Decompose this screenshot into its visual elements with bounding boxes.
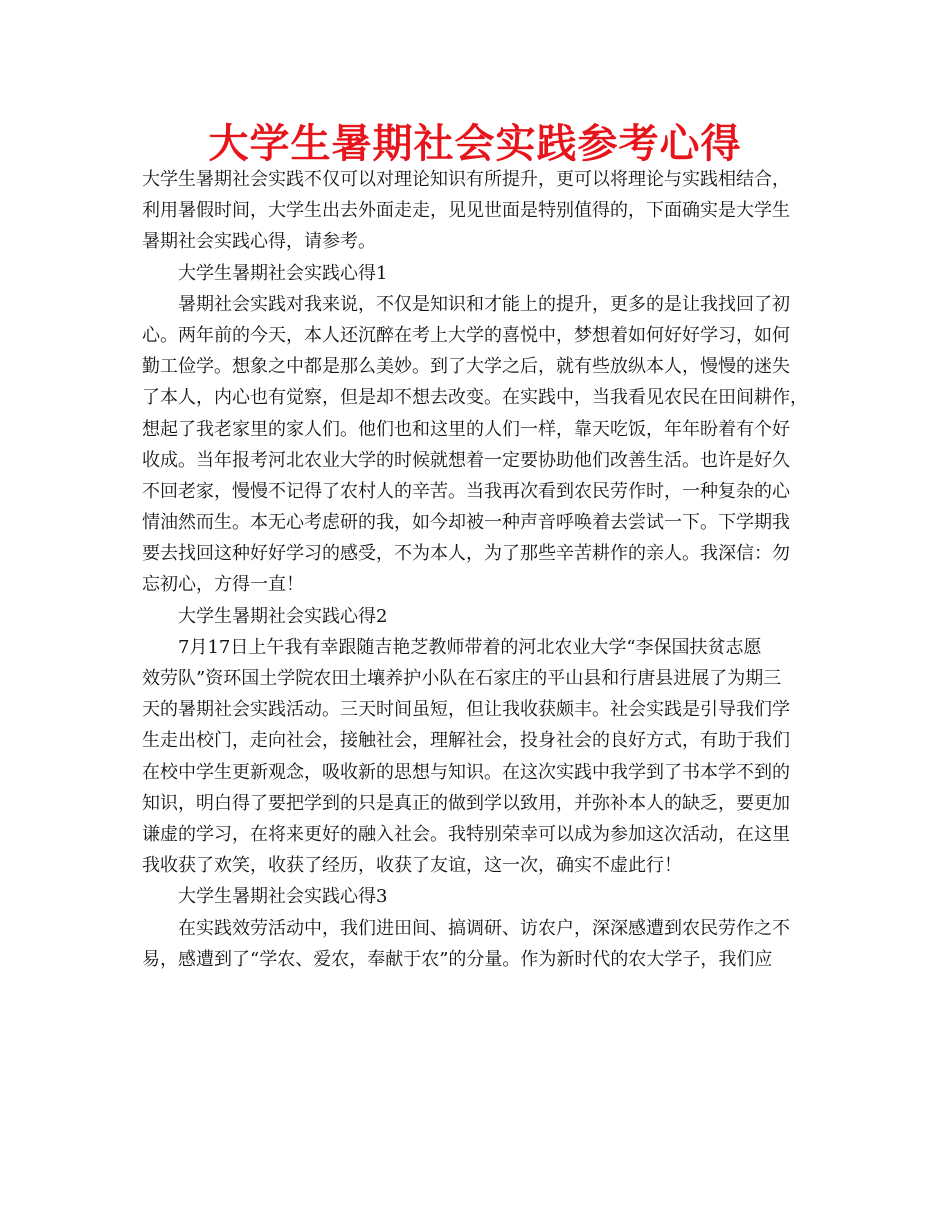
paragraph-line: 天的暑期社会实践活动。三天时间虽短，但让我收获颇丰。社会实践是引导我们学 [142, 699, 790, 721]
paragraph-line: 收成。当年报考河北农业大学的时候就想着一定要协助他们改善生活。也许是好久 [142, 449, 790, 471]
document-title: 大学生暑期社会实践参考心得 [208, 121, 742, 167]
paragraph-line: 情油然而生。本无心考虑研的我，如今却被一种声音呼唤着去尝试一下。下学期我 [142, 512, 790, 534]
intro-line: 暑期社会实践心得，请参考。 [142, 231, 376, 253]
paragraph-line: 我收获了欢笑，收获了经历，收获了友谊，这一次，确实不虚此行！ [142, 855, 682, 877]
paragraph-line: 忘初心，方得一直！ [142, 574, 304, 596]
paragraph-line: 不回老家，慢慢不记得了农村人的辛苦。当我再次看到农民劳作时，一种复杂的心 [142, 480, 790, 502]
paragraph-line: 了本人，内心也有觉察，但是却不想去改变。在实践中，当我看见农民在田间耕作， [142, 387, 808, 409]
paragraph-line: 效劳队”资环国土学院农田土壤养护小队在石家庄的平山县和行唐县进展了为期三 [142, 668, 782, 689]
paragraph-line: 7月17日上午我有幸跟随吉艳芝教师带着的河北农业大学“李保国扶贫志愿 [178, 636, 762, 658]
intro-line: 大学生暑期社会实践不仅可以对理论知识有所提升，更可以将理论与实践相结合， [142, 169, 790, 190]
paragraph-line: 易，感遭到了“学农、爱农，奉献于农”的分量。作为新时代的农大学子，我们应 [142, 948, 773, 970]
intro-line: 利用暑假时间，大学生出去外面走走，见见世面是特别值得的，下面确实是大学生 [142, 200, 790, 222]
document-body [142, 164, 814, 975]
section-heading: 大学生暑期社会实践心得3 [178, 886, 388, 908]
paragraph-line: 生走出校门，走向社会，接触社会，理解社会，投身社会的良好方式，有助于我们 [142, 730, 790, 752]
section-heading: 大学生暑期社会实践心得1 [178, 262, 388, 284]
paragraph-line: 要去找回这种好好学习的感受，不为本人，为了那些辛苦耕作的亲人。我深信：勿 [142, 543, 790, 565]
paragraph-line: 暑期社会实践对我来说，不仅是知识和才能上的提升，更多的是让我找回了初 [178, 293, 790, 315]
paragraph-line: 勤工俭学。想象之中都是那么美妙。到了大学之后，就有些放纵本人，慢慢的迷失 [142, 356, 790, 378]
paragraph-line: 想起了我老家里的家人们。他们也和这里的人们一样，靠天吃饭，年年盼着有个好 [142, 418, 790, 440]
paragraph-line: 在实践效劳活动中，我们进田间、搞调研、访农户，深深感遭到农民劳作之不 [178, 917, 790, 939]
paragraph-line: 在校中学生更新观念，吸收新的思想与知识。在这次实践中我学到了书本学不到的 [142, 761, 790, 783]
paragraph-line: 心。两年前的今天，本人还沉醉在考上大学的喜悦中，梦想着如何好好学习，如何 [142, 324, 790, 346]
paragraph-line: 知识，明白得了要把学到的只是真正的做到学以致用，并弥补本人的缺乏，要更加 [142, 792, 790, 814]
paragraph-line: 谦虚的学习，在将来更好的融入社会。我特别荣幸可以成为参加这次活动，在这里 [142, 823, 790, 845]
section-heading: 大学生暑期社会实践心得2 [178, 605, 388, 627]
